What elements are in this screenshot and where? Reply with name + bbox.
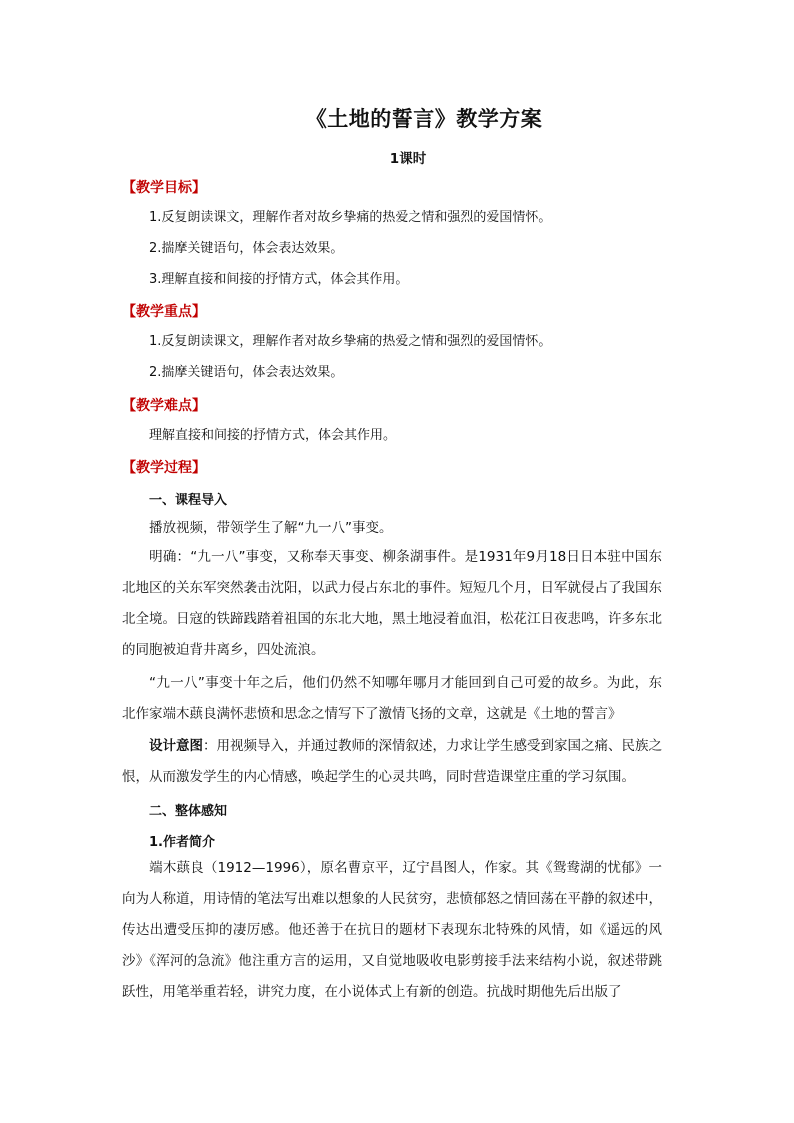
goal-item: 2.揣摩关键语句，体会表达效果。 bbox=[149, 241, 344, 256]
process-heading: 【教学过程】 bbox=[122, 460, 206, 476]
difficulty-heading: 【教学难点】 bbox=[122, 398, 206, 414]
intro-paragraph: 播放视频，带领学生了解“九一八”事变。 bbox=[149, 520, 393, 536]
key-point-item: 2.揣摩关键语句，体会表达效果。 bbox=[149, 365, 344, 380]
author-paragraph bbox=[122, 853, 662, 1008]
subsection-author-heading: 1.作者简介 bbox=[149, 835, 215, 850]
section-heading-intro: 一、课程导入 bbox=[149, 493, 228, 508]
background-text: “九一八”事变十年之后，他们仍然不知哪年哪月才能回到自己可爱的故乡。为此，东北作家端木蕻良满怀悲愤和思念之情写下了激情飞扬的文章，这就是《土地的誓言》 bbox=[122, 675, 662, 722]
key-point-item: 1.反复朗读课文，理解作者对故乡挚痛的热爱之情和强烈的爱国情怀。 bbox=[149, 334, 552, 349]
section-heading-overview: 二、整体感知 bbox=[149, 804, 228, 819]
explanation-text: 明确：“九一八”事变，又称奉天事变、柳条湖事件。是1931年9月18日日本驻中国东北地区的关东军突然袭击沈阳，以武力侵占东北的事件。短短几个月，日军就侵占了我国东北全境。日寇的铁蹄践踏着祖国的东北大地，黑土地浸着血泪，松花江日夜悲鸣，许多东北的同胞被迫背井离乡，四处流浪。 bbox=[122, 549, 662, 658]
author-text: 端木蕻良（1912—1996），原名曹京平，辽宁昌图人，作家。其《鸳鸯湖的忧郁》一向为人称道，用诗情的笔法写出难以想象的人民贫穷，悲愤郁怒之情回荡在平静的叙述中，传达出遭受压抑的凄厉感。他还善于在抗日的题材下表现东北特殊的风情，如《遥远的风沙》《浑河的急流》他注重方言的运用，又自觉地吸收电影剪接手法来结构小说，叙述带跳跃性，用笔举重若轻，讲究力度，在小说体式上有新的创造。抗战时期他先后出版了 bbox=[122, 860, 662, 1000]
difficulty-text: 理解直接和间接的抒情方式，体会其作用。 bbox=[149, 428, 397, 443]
lesson-duration: 1课时 bbox=[389, 151, 427, 167]
explanation-paragraph bbox=[122, 542, 662, 666]
goal-item: 3.理解直接和间接的抒情方式，体会其作用。 bbox=[149, 272, 409, 287]
goals-heading: 【教学目标】 bbox=[122, 180, 206, 196]
document-title: 《土地的誓言》教学方案 bbox=[305, 107, 543, 131]
key-points-heading: 【教学重点】 bbox=[122, 304, 206, 320]
background-paragraph bbox=[122, 668, 662, 730]
design-intent-text: ：用视频导入，并通过教师的深情叙述，力求让学生感受到家国之痛、民族之恨，从而激发学生的内心情感，唤起学生的心灵共鸣，同时营造课堂庄重的学习氛围。 bbox=[122, 738, 662, 785]
design-intent-label: 设计意图 bbox=[149, 738, 203, 754]
goal-item: 1.反复朗读课文，理解作者对故乡挚痛的热爱之情和强烈的爱国情怀。 bbox=[149, 210, 552, 225]
design-intent-paragraph bbox=[122, 731, 662, 793]
